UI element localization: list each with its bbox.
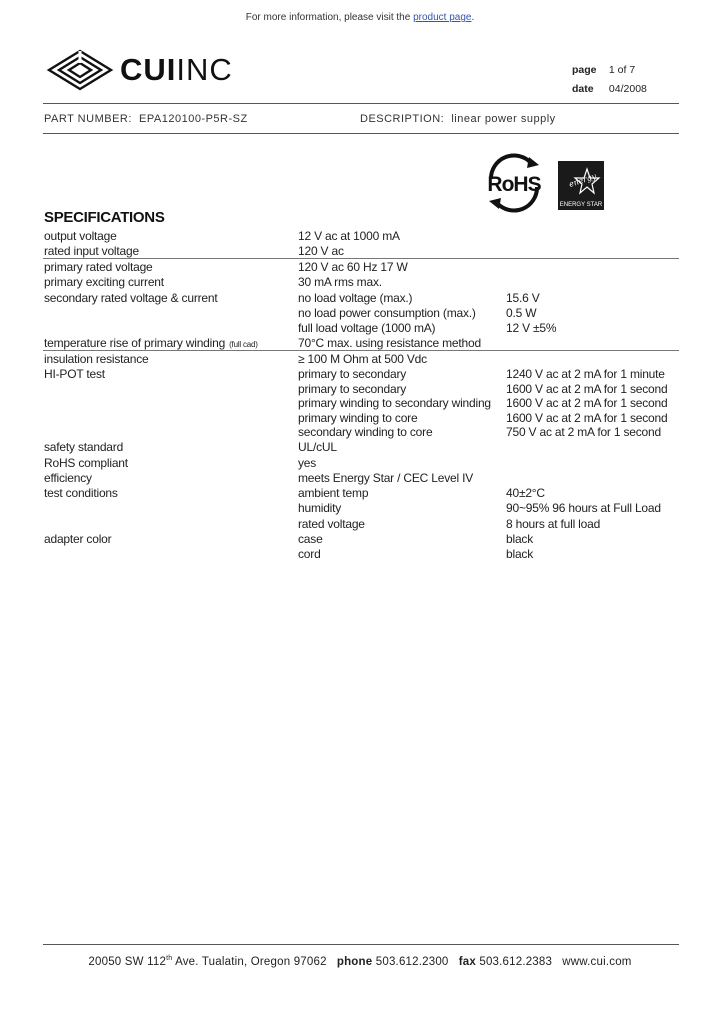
spec-parameter-text: adapter color [44,532,112,546]
table-row-divider [43,350,679,351]
page-number [572,64,635,76]
spec-parameter-text: primary rated voltage [44,260,153,274]
spec-parameter [44,229,117,243]
spec-parameter [44,367,105,381]
spec-condition: secondary winding to core [298,425,433,439]
spec-condition: no load power consumption (max.) [298,306,476,320]
spec-parameter-text: output voltage [44,229,117,243]
spec-condition: case [298,532,323,546]
phone-label: phone [336,955,373,968]
spec-value: 1600 V ac at 2 mA for 1 second [506,382,668,396]
energy-star-caption: ENERGY STAR [559,202,603,208]
spec-parameter [44,336,258,350]
spec-value: 15.6 V [506,291,540,305]
spec-parameter [44,244,139,258]
spec-value: 1600 V ac at 2 mA for 1 second [506,411,668,425]
spec-parameter-text: insulation resistance [44,352,149,366]
spec-parameter-text: rated input voltage [44,244,139,258]
spec-parameter-text: efficiency [44,471,92,485]
cui-logo-icon [46,48,114,92]
spec-parameter-text: RoHS compliant [44,456,128,470]
product-page-link[interactable]: product page [413,12,472,23]
spec-condition: 120 V ac 60 Hz 17 W [298,260,408,274]
part-description [360,113,556,125]
rohs-label: RoHS [487,173,541,196]
header-divider [43,103,679,104]
spec-parameter [44,291,218,305]
brand-rest: INC [176,52,233,87]
spec-value: black [506,532,534,546]
part-number-value: EPA120100-P5R-SZ [139,113,248,125]
spec-parameter-text: primary exciting current [44,275,164,289]
spec-parameter [44,352,149,366]
energy-star-badge [558,161,604,210]
doc-date [572,83,647,95]
part-number [44,113,248,125]
spec-value: 8 hours at full load [506,517,601,531]
part-number-label: PART NUMBER: [44,113,132,125]
specifications-title: SPECIFICATIONS [44,209,165,226]
website: www.cui.com [562,955,632,968]
top-info-note [0,12,720,23]
spec-condition: yes [298,456,317,470]
spec-condition: 12 V ac at 1000 mA [298,229,400,243]
energy-script: energy [567,171,598,189]
footer-address-b: Ave. Tualatin, Oregon 97062 [172,955,327,968]
date-label: date [572,83,594,95]
spec-condition: rated voltage [298,517,365,531]
rohs-icon [479,153,549,213]
energy-star-icon [558,163,604,201]
spec-parameter [44,456,128,470]
spec-condition: ≥ 100 M Ohm at 500 Vdc [298,352,427,366]
spec-condition: primary to secondary [298,367,407,381]
footer-divider [43,944,679,945]
spec-value: 0.5 W [506,306,537,320]
spec-parameter-text: secondary rated voltage & current [44,291,218,305]
spec-parameter-text: test conditions [44,486,118,500]
spec-condition: 70°C max. using resistance method [298,336,481,350]
top-note-text: For more information, please visit the [245,12,414,23]
fax-label: fax [458,955,476,968]
spec-parameter [44,471,92,485]
page-value: 1 of 7 [608,64,636,76]
description-label: DESCRIPTION: [360,113,445,125]
footer-contact [0,955,720,968]
footer-address-sup: th [166,955,173,962]
spec-value: 1600 V ac at 2 mA for 1 second [506,396,668,410]
brand-bold: CUI [120,52,177,87]
spec-parameter-text: HI-POT test [44,367,105,381]
top-note-end: . [471,12,475,23]
spec-parameter [44,532,111,546]
spec-parameter-text: temperature rise of primary winding [44,336,226,350]
date-value: 04/2008 [608,83,647,95]
spec-condition: primary to secondary [298,382,407,396]
company-logo-text [120,52,233,88]
spec-value: black [506,547,534,561]
spec-parameter [44,440,123,454]
spec-condition: no load voltage (max.) [298,291,413,305]
spec-value: 1240 V ac at 2 mA for 1 minute [506,367,665,381]
spec-condition: full load voltage (1000 mA) [298,321,436,335]
spec-parameter-text: safety standard [44,440,124,454]
spec-condition: primary winding to core [298,411,418,425]
spec-condition: UL/cUL [298,440,337,454]
spec-value: 90~95% 96 hours at Full Load [506,501,661,515]
spec-parameter [44,260,153,274]
spec-parameter [44,486,118,500]
description-value: linear power supply [451,113,556,125]
spec-condition: cord [298,547,321,561]
spec-condition: 120 V ac [298,244,344,258]
phone-value: 503.612.2300 [375,955,449,968]
spec-value: 750 V ac at 2 mA for 1 second [506,425,661,439]
part-divider [43,133,679,134]
spec-condition: meets Energy Star / CEC Level IV [298,471,474,485]
spec-parameter [44,275,164,289]
fax-value: 503.612.2383 [479,955,553,968]
page-label: page [572,64,597,76]
spec-parameter-note: (full cad) [229,340,258,349]
footer-address-a: 20050 SW 112 [88,955,167,968]
spec-value: 40±2°C [506,486,545,500]
spec-condition: humidity [298,501,342,515]
spec-condition: primary winding to secondary winding [298,396,491,410]
spec-condition: 30 mA rms max. [298,275,382,289]
spec-condition: ambient temp [298,486,369,500]
spec-value: 12 V ±5% [506,321,557,335]
table-row-divider [43,258,679,259]
